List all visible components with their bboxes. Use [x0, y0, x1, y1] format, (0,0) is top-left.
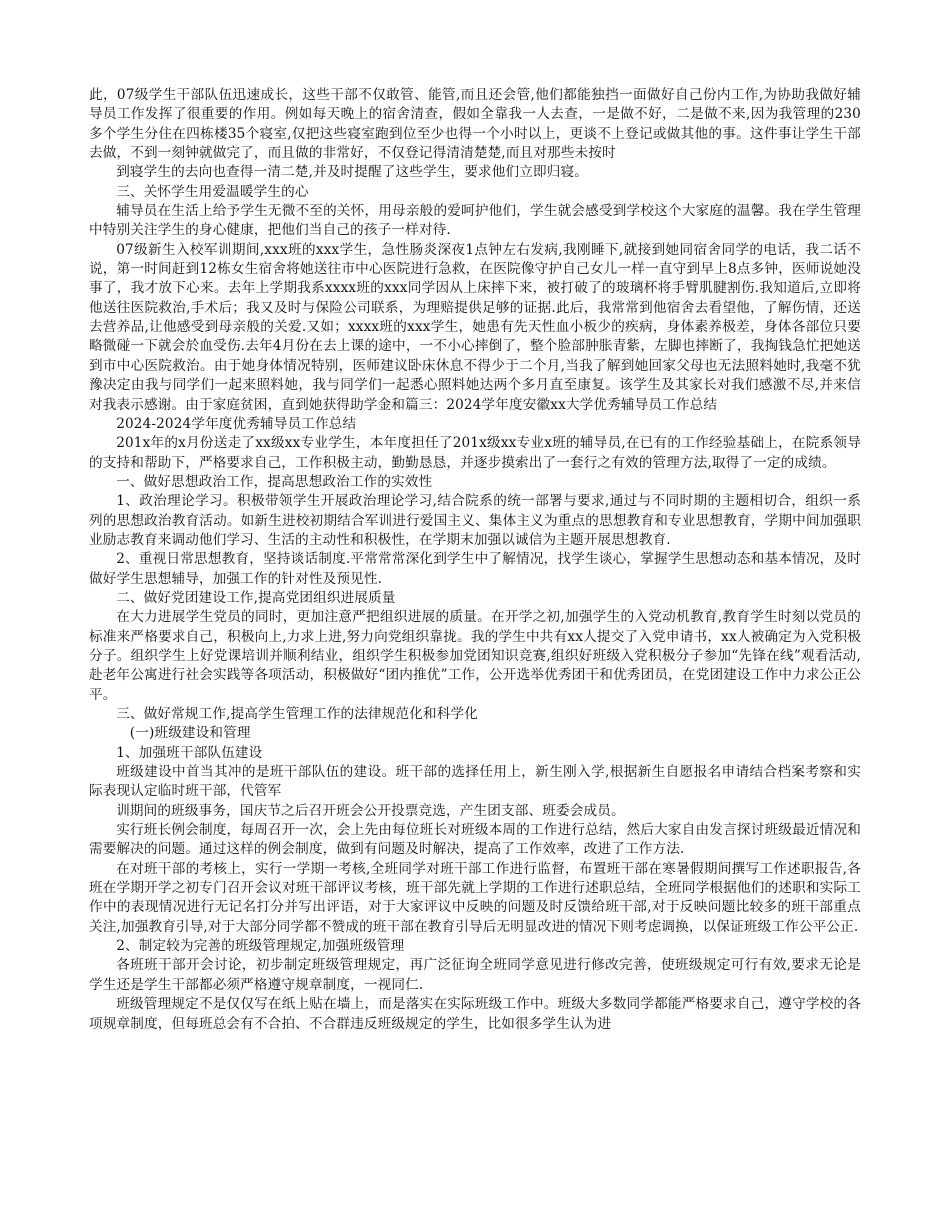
paragraph-9: 2、重视日常思想教育，坚持谈话制度.平常常常深化到学生中了解情况，找学生谈心，掌握学生思想动态和基本情况，及时做好学生思想辅导，加强工作的针对性及预见性.: [89, 551, 861, 587]
paragraph-10: 二、做好党团建设工作,提高党团组织进展质量: [116, 589, 396, 606]
paragraph-17: 实行班长例会制度，每周召开一次，会上先由每位班长对班级本周的工作进行总结，然后大家自由发言探讨班级最近情况和需要解决的问题。通过这样的例会制度，做到有问题及时解决，提高了工作效率，改进了工作方法.: [89, 822, 861, 858]
paragraph-7: 一、做好思想政治工作，提高思想政治工作的实效性: [116, 473, 433, 490]
paragraph-15: 班级建设中首当其冲的是班干部队伍的建设。班干部的选择任用上，新生刚入学,根据新生自愿报名申请结合档案考察和实际表现认定临时班干部，代管军: [89, 764, 861, 800]
paragraph-11: 在大力进展学生党员的同时，更加注意严把组织进展的质量。在开学之初,加强学生的入党动机教育,教育学生时刻以党员的标准来严格要求自己，积极向上,力求上进,努力向党组织靠拢。我的学生中共有xx人提交了入党申请书，xx人被确定为入党积极分子。组织学生上好党课培训并顺利结业，组织学生积极参加党团知识竞赛,组织好班级入党积极分子参加“先锋在线”观看活动,赴老年公寓进行社会实践等各项活动，积极做好“团内推优”工作，公开选举优秀团干和优秀团员，在党团建设工作中力求公正公平。: [89, 609, 861, 703]
paragraph-18: 在对班干部的考核上，实行一学期一考核,全班同学对班干部工作进行监督，布置班干部在寒暑假期间撰写工作述职报告,各班在学期开学之初专门召开会议对班干部评议考核，班干部先就上学期的工作进行述职总结，全班同学根据他们的述职和实际工作中的表现情况进行无记名打分并写出评语，对于大家评议中反映的问题及时反馈给班干部,对于反映问题比较多的班干部重点关注,加强教育引导,对于大部分同学都不赞成的班干部在教育引导后无明显改进的情况下则考虑调换，以保证班级工作公平公正.: [89, 860, 861, 935]
paragraph-5: 2024-2024学年度优秀辅导员工作总结: [116, 415, 357, 432]
paragraph-1: 到寝学生的去向也查得一清二楚,并及时提醒了这些学生，要求他们立即归寝。: [116, 164, 588, 181]
paragraph-4: 07级新生入校军训期间,xxx班的xxx学生，急性肠炎深夜1点钟左右发病,我刚睡下,就接到她同宿舍同学的电话，我二话不说，第一时间赶到12栋女生宿舍将她送往市中心医院进行急救，在医院像守护自己女儿一样一直守到早上8点多钟，医师说她没事了，我才放下心来。去年上学期我系xxxx班的xxx同学因从上床摔下来，被打破了的玻璃杯将手臂肌腱割伤.我知道后,立即将他送往医院救治,手术后；我又及时与保险公司联系，为理赔提供足够的证据.此后，我常常到他宿舍去看望他，了解伤情，还送去营养品,让他感受到母亲般的关爱.又如；xxxx班的xxx学生，她患有先天性血小板少的疾病，身体素养极差，身体各部位只要略微碰一下就会於血受伤.去年4月份在去上课的途中，一不小心摔倒了，整个脸部肿胀青紫，左脚也摔断了，我掏钱急忙把她送到市中心医院救治。由于她身体情况特别，医师建议卧床休息不得少于二个月,当我了解到她回家父母也无法照料她时,我毫不犹豫决定由我与同学们一起来照料她，我与同学们一起悉心照料她达两个多月直至康复。该学生及其家长对我们感激不尽,并来信对我表示感谢。由于家庭贫困，直到她获得助学金和篇三：2024学年度安徽xx大学优秀辅导员工作总结: [89, 241, 861, 413]
paragraph-2: 三、关怀学生用爱温暖学生的心: [116, 183, 309, 200]
paragraph-20: 各班班干部开会讨论，初步制定班级管理规定，再广泛征询全班同学意见进行修改完善，使班级规定可行有效,要求无论是学生还是学生干部都必须严格遵守规章制度，一视同仁.: [89, 957, 861, 993]
paragraph-16: 训期间的班级事务，国庆节之后召开班会公开投票竞选，产生团支部、班委会成员。: [116, 802, 625, 819]
paragraph-0: 此，07级学生干部队伍迅速成长，这些干部不仅敢管、能管,而且还会管,他们都能独挡一面做好自己份内工作,为协助我做好辅导员工作发挥了很重要的作用。例如每天晚上的宿舍清查，假如全靠我一人去查，一是做不好，二是做不来,因为我管理的230多个学生分住在四栋楼35个寝室,仅把这些寝室跑到位至少也得一个小时以上，更谈不上登记或做其他的事。这件事让学生干部去做，不到一刻钟就做完了，而且做的非常好，不仅登记得清清楚楚,而且对那些未按时: [89, 87, 861, 162]
paragraph-3: 辅导员在生活上给予学生无微不至的关怀，用母亲般的爱呵护他们，学生就会感受到学校这个大家庭的温馨。我在学生管理中特别关注学生的身心健康，把他们当自己的孩子一样对待.: [89, 203, 861, 239]
paragraph-14: 1、加强班干部队伍建设: [116, 744, 263, 761]
paragraph-12: 三、做好常规工作,提高学生管理工作的法律规范化和科学化: [116, 706, 478, 722]
paragraph-13: (一)班级建设和管理: [129, 725, 251, 742]
paragraph-8: 1、政治理论学习。积极带领学生开展政治理论学习,结合院系的统一部署与要求,通过与不同时期的主题相切合，组织一系列的思想政治教育活动。如新生进校初期结合军训进行爱国主义、集体主义为重点的思想教育和专业思想教育，学期中间加强职业励志教育来调动他们学习、生活的主动性和积极性，在学期末加强以诚信为主题开展思想教育.: [89, 493, 861, 548]
paragraph-19: 2、制定较为完善的班级管理规定,加强班级管理: [116, 938, 405, 955]
paragraph-6: 201x年的x月份送走了xx级xx专业学生，本年度担任了201x级xx专业x班的辅导员,在已有的工作经验基础上，在院系领导的支持和帮助下，严格要求自己，工作积极主动，勤勤恳恳，并逐步摸索出了一套行之有效的管理方法,取得了一定的成绩。: [89, 435, 861, 471]
document-page: [89, 86, 861, 1034]
paragraph-21: 班级管理规定不是仅仅写在纸上贴在墙上，而是落实在实际班级工作中。班级大多数同学都能严格要求自己，遵守学校的各项规章制度，但每班总会有不合拍、不合群违反班级规定的学生，比如很多学生认为进: [89, 996, 861, 1032]
